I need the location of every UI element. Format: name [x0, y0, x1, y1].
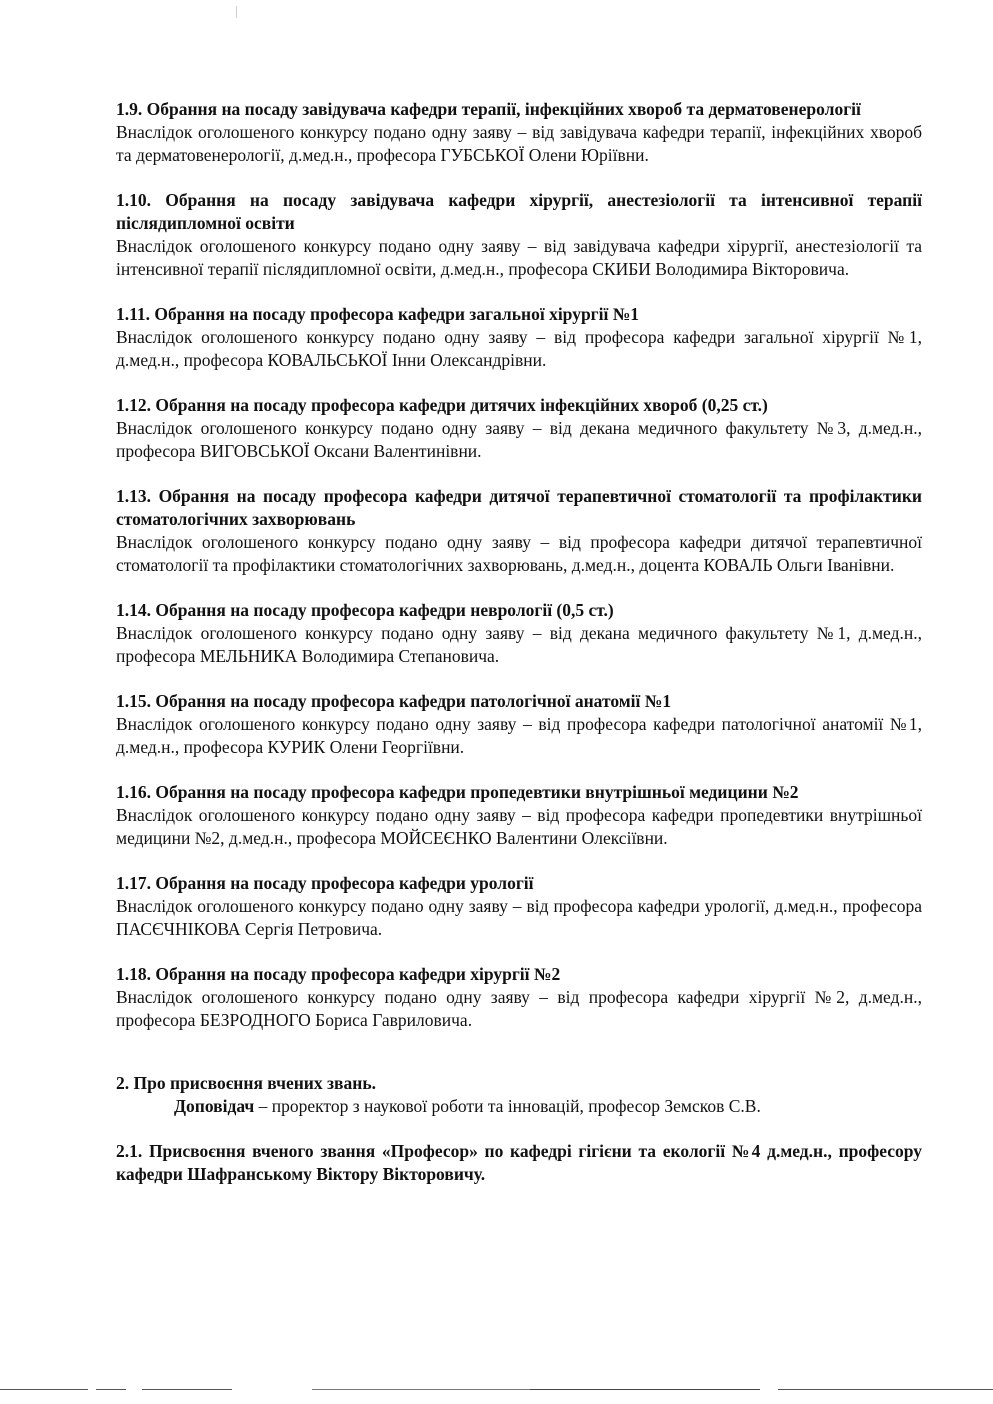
- section-heading: 1.18. Обрання на посаду професора кафедри хірургії №2: [116, 964, 561, 984]
- document-page: [116, 98, 922, 1208]
- section-1-14: [116, 599, 922, 668]
- section-heading: 1.13. Обрання на посаду професора кафедри дитячої терапевтичної стоматології та профілактики стоматологічних захворювань: [116, 486, 922, 529]
- section-heading: 1.11. Обрання на посаду професора кафедри загальної хірургії №1: [116, 304, 640, 324]
- part2-heading: 2. Про присвоєння вчених звань.: [116, 1073, 376, 1093]
- section-body: Внаслідок оголошеного конкурсу подано одну заяву – від професора кафедри хірургії №2, д.мед.н., професора БЕЗРОДНОГО Бориса Гавриловича.: [116, 987, 922, 1030]
- section-body: Внаслідок оголошеного конкурсу подано одну заяву – від професора кафедри пропедевтики внутрішньої медицини №2, д.мед.н., професора МОЙСЕЄНКО Валентини Олексіївни.: [116, 805, 922, 848]
- section-heading: 1.10. Обрання на посаду завідувача кафедри хірургії, анестезіології та інтенсивної терапії післядипломної освіти: [116, 190, 922, 233]
- section-heading: 1.15. Обрання на посаду професора кафедри патологічної анатомії №1: [116, 691, 672, 711]
- section-2: [116, 1072, 922, 1118]
- bottom-scan-line: [0, 1389, 993, 1390]
- section-1-10: [116, 189, 922, 281]
- section-body: Внаслідок оголошеного конкурсу подано одну заяву – від декана медичного факультету №1, д.мед.н., професора МЕЛЬНИКА Володимира Степановича.: [116, 623, 922, 666]
- section-body: Внаслідок оголошеного конкурсу подано одну заяву – від професора кафедри урології, д.мед.н., професора ПАСЄЧНІКОВА Сергія Петровича.: [116, 896, 922, 939]
- section-body: Внаслідок оголошеного конкурсу подано одну заяву – від професора кафедри загальної хірургії №1, д.мед.н., професора КОВАЛЬСЬКОЇ Інни Олександрівни.: [116, 327, 922, 370]
- scan-mark: [236, 6, 237, 18]
- section-1-18: [116, 963, 922, 1032]
- section-body: Внаслідок оголошеного конкурсу подано одну заяву – від завідувача кафедри хірургії, анестезіології та інтенсивної терапії післядипломної освіти, д.мед.н., професора СКИБИ Володимира Вікторовича.: [116, 236, 922, 279]
- section-1-13: [116, 485, 922, 577]
- section-heading: 1.12. Обрання на посаду професора кафедри дитячих інфекційних хвороб (0,25 ст.): [116, 395, 768, 415]
- section-body: Внаслідок оголошеного конкурсу подано одну заяву – від завідувача кафедри терапії, інфекційних хвороб та дерматовенерології, д.мед.н., професора ГУБСЬКОЇ Олени Юріївни.: [116, 122, 922, 165]
- section-body: Внаслідок оголошеного конкурсу подано одну заяву – від професора кафедри патологічної анатомії №1, д.мед.н., професора КУРИК Олени Георгіївни.: [116, 714, 922, 757]
- section-1-17: [116, 872, 922, 941]
- section-1-12: [116, 394, 922, 463]
- section-1-9: [116, 98, 922, 167]
- section-heading: 1.14. Обрання на посаду професора кафедри неврології (0,5 ст.): [116, 600, 614, 620]
- section-2-1: [116, 1140, 922, 1186]
- reporter-line: [116, 1095, 922, 1118]
- section-1-11: [116, 303, 922, 372]
- spacer: [116, 1054, 922, 1072]
- section-heading: 1.9. Обрання на посаду завідувача кафедри терапії, інфекційних хвороб та дерматовенерології: [116, 99, 861, 119]
- section-heading: 1.17. Обрання на посаду професора кафедри урології: [116, 873, 534, 893]
- section-1-16: [116, 781, 922, 850]
- section-1-15: [116, 690, 922, 759]
- section-heading: 1.16. Обрання на посаду професора кафедри пропедевтики внутрішньої медицини №2: [116, 782, 799, 802]
- reporter-text: – проректор з наукової роботи та інновацій, професор Земсков С.В.: [254, 1096, 761, 1116]
- section-body: Внаслідок оголошеного конкурсу подано одну заяву – від професора кафедри дитячої терапевтичної стоматології та профілактики стоматологічних захворювань, д.мед.н., доцента КОВАЛЬ Ольги Іванівни.: [116, 532, 922, 575]
- reporter-label: Доповідач: [174, 1096, 255, 1116]
- part2-item-heading: 2.1. Присвоєння вченого звання «Професор» по кафедрі гігієни та екології №4 д.мед.н., професору кафедри Шафранському Віктору Вікторовичу.: [116, 1141, 922, 1184]
- section-body: Внаслідок оголошеного конкурсу подано одну заяву – від декана медичного факультету №3, д.мед.н., професора ВИГОВСЬКОЇ Оксани Валентинівни.: [116, 418, 922, 461]
